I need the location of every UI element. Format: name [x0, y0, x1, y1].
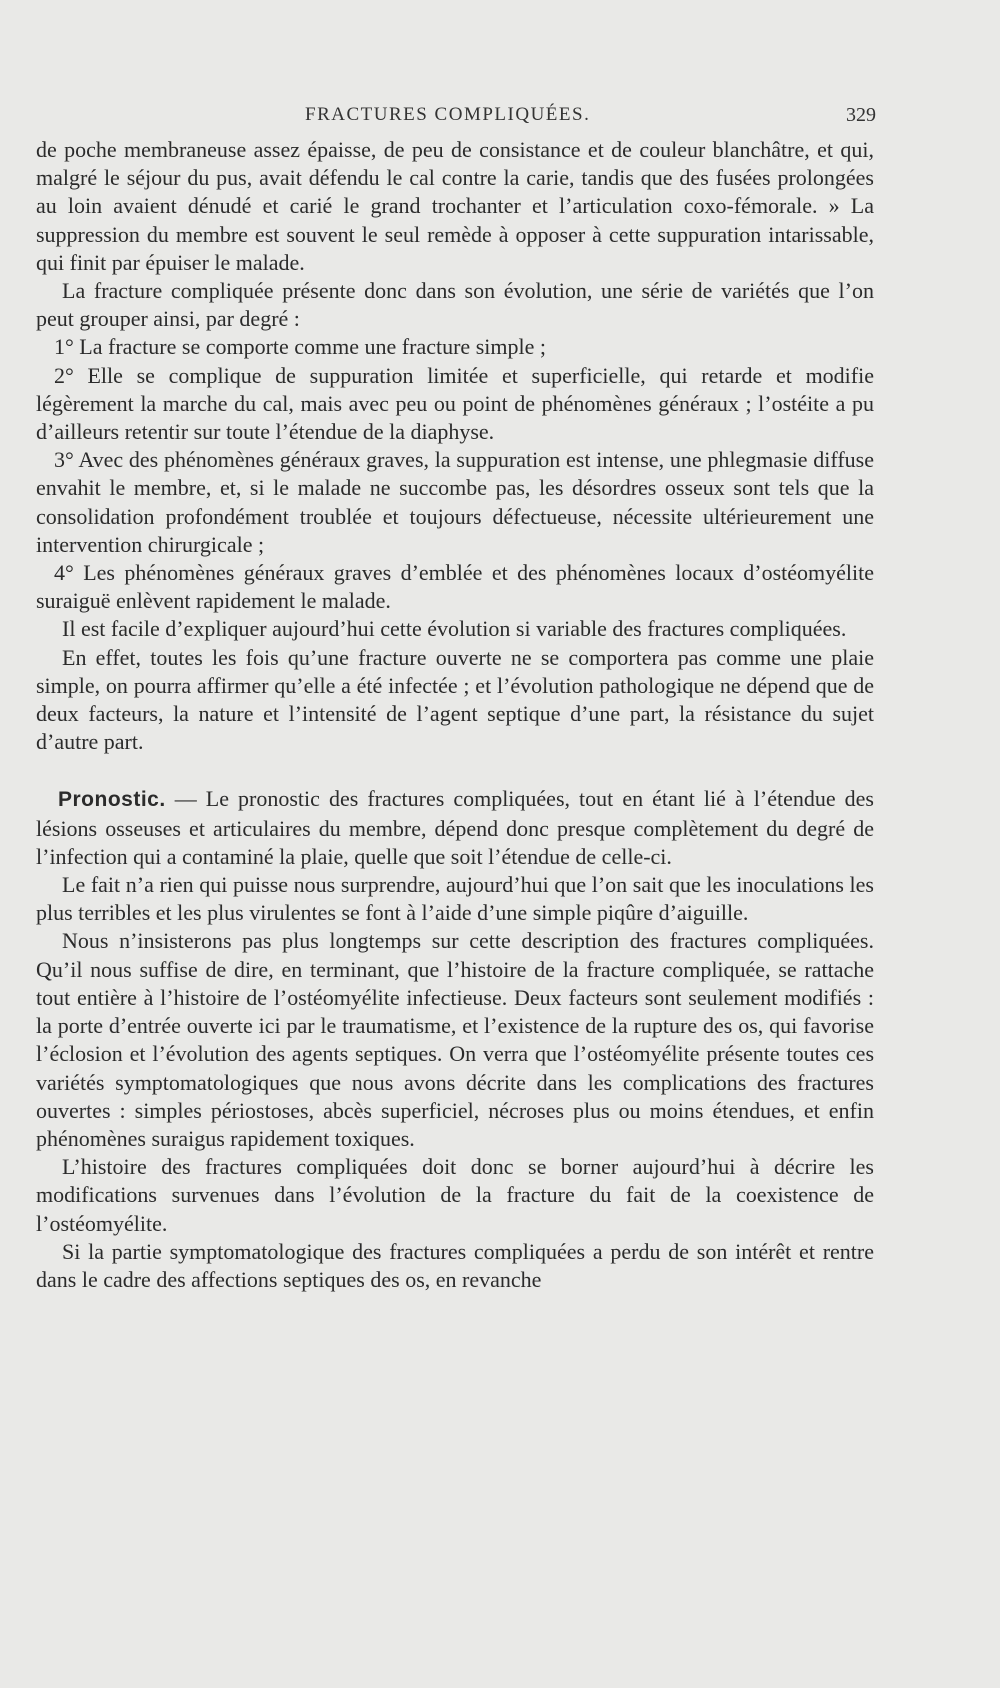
running-title: FRACTURES COMPLIQUÉES. [305, 104, 591, 125]
section-heading: Pronostic. [58, 788, 166, 812]
section-lead-text: — Le pronostic des fractures compliquées, tout en étant lié à l’étendue des lésions osseuses et articulaires du membre, dépend donc presque complètement du degré de l’infection qui a contaminé la plaie, quelle que soit l’étendue de celle-ci. [36, 786, 874, 869]
paragraph-en-revanche: Si la partie symptomatologique des fractures compliquées a perdu de son intérêt et rentre dans le cadre des affections septiques des os, en revanche [36, 1238, 874, 1292]
paragraph-evolution-intro: La fracture compliquée présente donc dans son évolution, une série de variétés que l’on peut grouper ainsi, par degré : [36, 278, 874, 332]
body-text [36, 136, 874, 1294]
paragraph-osteomyelite: Nous n’insisterons pas plus longtemps sur cette description des fractures compliquées. Qu’il nous suffise de dire, en terminant, que l’histoire de la fracture compliquée, se rattache tout entière à l’histoire de l’ostéomyélite infectieuse. Deux facteurs sont seulement modifiés : la porte d’entrée ouverte ici par le traumatisme, et l’existence de la rupture des os, qui favorise l’éclosion et l’évolution des agents septiques. On verra que l’ostéomyélite présente toutes ces variétés symptomatologiques que nous avons décrite dans les complications des fractures ouvertes : simples périostoses, abcès superficiel, nécroses plus ou moins étendues, et enfin phénomènes suraigus rapidement toxiques. [36, 928, 874, 1151]
paragraph-histoire: L’histoire des fractures compliquées doit donc se borner aujourd’hui à décrire les modifications survenues dans l’évolution de la fracture du fait de la coexistence de l’ostéomyélite. [36, 1154, 874, 1236]
paragraph-continuation: de poche membraneuse assez épaisse, de peu de consistance et de couleur blanchâtre, et qui, malgré le séjour du pus, avait défendu le cal contre la carie, tandis que des fusées prolongées au loin avaient dénudé et carié le grand trochanter et l’articulation coxo-fémorale. » La suppression du membre est souvent le seul remède à opposer à cette suppuration intarissable, qui finit par épuiser le malade. [36, 137, 874, 275]
paragraph-inoculations: Le fait n’a rien qui puisse nous surprendre, aujourd’hui que l’on sait que les inoculations les plus terribles et les plus virulentes se font à l’aide d’une simple piqûre d’aiguille. [36, 872, 874, 926]
paragraph-explanation: Il est facile d’expliquer aujourd’hui cette évolution si variable des fractures compliquées. [62, 616, 847, 642]
page-header [0, 104, 1000, 134]
list-item-degree-2: 2° Elle se complique de suppuration limitée et superficielle, qui retarde et modifie légèrement la marche du cal, mais avec peu ou point de phénomènes généraux ; l’ostéite a pu d’ailleurs retentir sur toute l’étendue de la diaphyse. [36, 362, 874, 445]
section-gap [36, 756, 874, 785]
list-item-degree-4: 4° Les phénomènes généraux graves d’emblée et des phénomènes locaux d’ostéomyélite suraiguë enlèvent rapidement le malade. [36, 560, 874, 614]
page-number: 329 [846, 104, 876, 126]
list-item-degree-3: 3° Avec des phénomènes généraux graves, la suppuration est intense, une phlegmasie diffuse envahit le membre, et, si le malade ne succombe pas, les désordres osseux sont tels que la consolidation profondément troublée et toujours défectueuse, nécessite ultérieurement une intervention chirurgicale ; [36, 447, 874, 557]
list-item-degree-1: 1° La fracture se comporte comme une fracture simple ; [54, 334, 546, 360]
section-pronostic [36, 785, 874, 871]
paragraph-en-effet: En effet, toutes les fois qu’une fracture ouverte ne se comportera pas comme une plaie simple, on pourra affirmer qu’elle a été infectée ; et l’évolution pathologique ne dépend que de deux facteurs, la nature et l’intensité de l’agent septique d’une part, la résistance du sujet d’autre part. [36, 644, 874, 755]
